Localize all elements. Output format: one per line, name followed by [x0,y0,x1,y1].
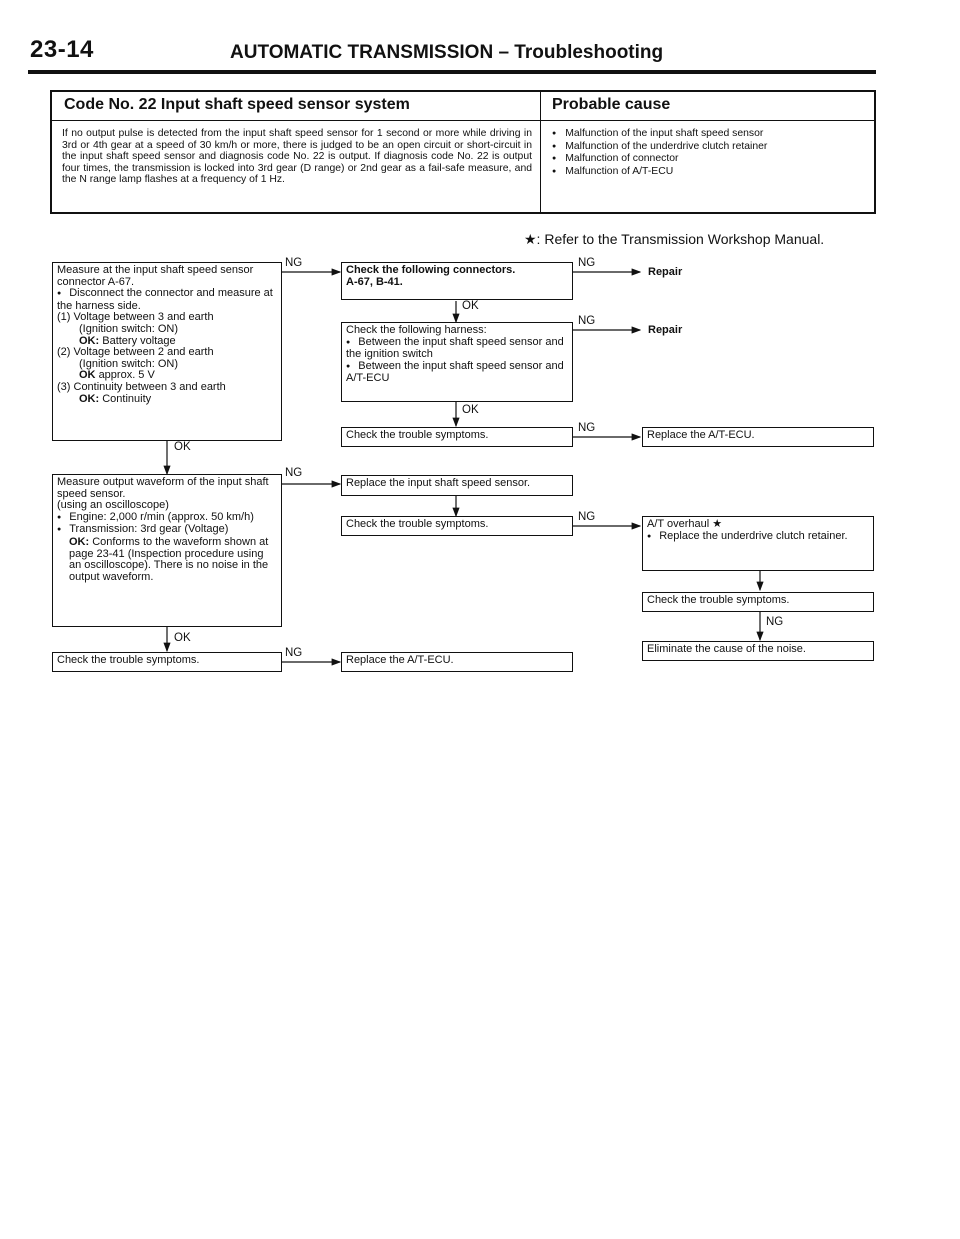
ok-criterion-value: Continuity [102,392,152,405]
box-text: Check the trouble symptoms. [346,518,489,530]
ng-label: NG [285,467,303,479]
box-bullet: ● Engine: 2,000 r/min (approx. 50 km/h) [57,512,277,525]
page-title: AUTOMATIC TRANSMISSION – Troubleshooting [230,42,664,63]
ok-criterion-value: Battery voltage [102,334,176,347]
ok-label: OK [462,404,479,416]
ok-criterion-label: OK [79,369,96,382]
box-bullet: ● Between the input shaft speed sensor and A/T-ECU [346,361,568,385]
ok-criterion-label: OK: [69,535,90,548]
box-text: Check the following harness: [346,324,487,336]
box-text: Check the trouble symptoms. [346,429,489,441]
ng-label: NG [285,647,303,659]
check-harness-box [341,322,573,402]
measure-waveform-box [52,474,282,627]
ng-label: NG [285,257,303,269]
box-text: A/T overhaul ★ [647,518,723,530]
repair-action: Repair [648,324,683,336]
check-symptoms-box [52,652,282,672]
cause-item: ● Malfunction of A/T-ECU [550,166,870,179]
box-text: Measure output waveform of the input shaft speed sensor. [57,476,269,500]
measure-connector-box [52,262,282,441]
box-text: Replace the input shaft speed sensor. [346,477,531,489]
cause-item: ● Malfunction of connector [550,153,870,166]
box-text: A-67, B-41. [346,275,403,288]
page-number: 23-14 [30,36,94,63]
box-bullet: ● Disconnect the connector and measure at the harness side. [57,288,277,312]
ok-label: OK [462,300,479,312]
box-text: Check the trouble symptoms. [57,654,200,666]
ok-criterion-label: OK: [79,334,100,347]
check-connectors-box [341,262,573,300]
reference-note: ★: Refer to the Transmission Workshop Manual. [524,231,825,247]
box-text: Eliminate the cause of the noise. [647,643,806,655]
code-description: If no output pulse is detected from the input shaft speed sensor for 1 second or more while driving in 3rd or 4th gear at a speed of 30 km/h or more, there is judged to be an open circuit or short-circuit in the input shaft speed sensor and diagnosis code No. 22 is output. If diagnosis code No. 22 is output four times, the transmission is locked into 3rd gear (D range) or 2nd gear as a fail-safe measure, and the N range lamp flashes at a frequency of 1 Hz. [62,128,532,186]
replace-ecu-box [341,652,573,672]
box-text: Check the following connectors. [346,264,516,276]
box-text: Measure at the input shaft speed sensor connector A-67. [57,264,254,288]
box-text: Check the trouble symptoms. [647,594,790,606]
ok-label: OK [174,441,191,453]
repair-action: Repair [648,266,683,278]
check-symptoms-box [642,592,874,612]
cause-item: ● Malfunction of the input shaft speed sensor [550,128,870,141]
box-bullet: ● Transmission: 3rd gear (Voltage) [57,524,277,537]
replace-ecu-box [642,427,874,447]
box-text: Replace the A/T-ECU. [647,429,755,441]
cause-item: ● Malfunction of the underdrive clutch retainer [550,141,870,154]
replace-sensor-box [341,475,573,496]
code-heading: Code No. 22 Input shaft speed sensor system [64,96,410,113]
ok-criterion-value: Conforms to the waveform shown at page 23-41 (Inspection procedure using an oscilloscope). There is no noise in the output waveform. [69,535,269,583]
ng-label: NG [578,511,596,523]
ng-label: NG [578,422,596,434]
box-text: (Ignition switch: ON) [79,357,179,370]
box-text: (1) Voltage between 3 and earth [57,311,214,324]
probable-cause-heading: Probable cause [552,96,671,113]
check-symptoms-box [341,516,573,536]
box-bullet: ● Replace the underdrive clutch retainer. [647,531,869,544]
box-text: (3) Continuity between 3 and earth [57,380,226,393]
box-text: Replace the A/T-ECU. [346,654,454,666]
ok-criterion-label: OK: [79,392,100,405]
check-symptoms-box [341,427,573,447]
box-text: (Ignition switch: ON) [79,322,179,335]
box-text: (2) Voltage between 2 and earth [57,346,214,359]
eliminate-noise-box [642,641,874,661]
ok-label: OK [174,632,191,644]
ok-criterion-value: approx. 5 V [98,369,155,382]
box-text: (using an oscilloscope) [57,499,169,512]
at-overhaul-box [642,516,874,571]
ng-label: NG [578,315,596,327]
ng-label: NG [766,616,784,628]
ng-label: NG [578,257,596,269]
box-bullet: ● Between the input shaft speed sensor and the ignition switch [346,337,568,361]
